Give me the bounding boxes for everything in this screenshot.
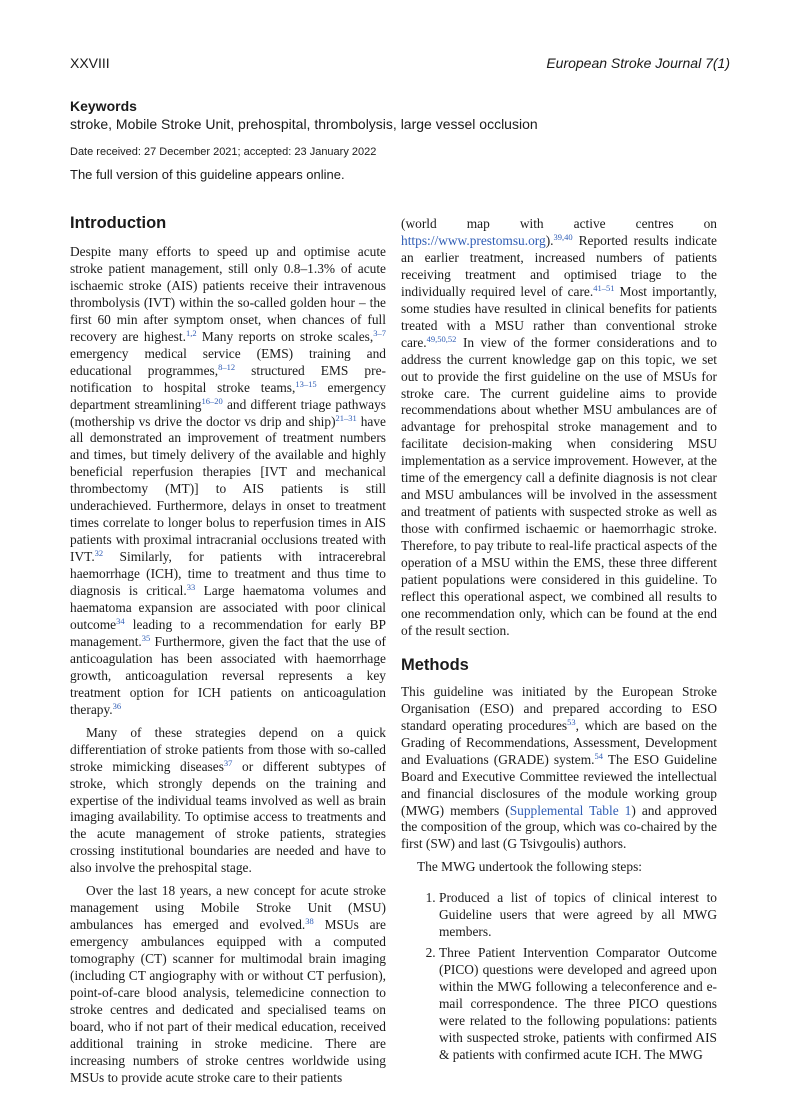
citation[interactable]: 8–12 bbox=[218, 361, 236, 372]
citation[interactable]: 53 bbox=[567, 716, 576, 727]
intro-paragraph-2: Many of these strategies depend on a quick differentiation of stroke patients from those with so-called stroke mimicking diseases$^{37}$ or different subtypes of stroke, which strongly depends on the training and expertise of the individual teams involved as well as brain imaging availability. To optimise access to treatments and the acute management of stroke patients, strategies crossing institutional boundaries are needed and have to also involve the prehospital stage. bbox=[70, 724, 386, 876]
citation[interactable]: 36 bbox=[112, 700, 122, 711]
citation[interactable]: 49,50,52 bbox=[426, 333, 457, 344]
citation[interactable]: 33 bbox=[186, 582, 196, 593]
keywords-heading: Keywords bbox=[70, 98, 137, 114]
list-item: 1. Produced a list of topics of clinical interest to Guideline users that were agreed by all MWG members. bbox=[439, 890, 717, 941]
citation[interactable]: 38 bbox=[305, 916, 314, 927]
citation[interactable]: 16–20 bbox=[201, 395, 223, 406]
citation[interactable]: 21–31 bbox=[335, 412, 357, 423]
steps-list bbox=[401, 890, 717, 1064]
introduction-heading: Introduction bbox=[70, 214, 167, 232]
intro-paragraph-1: Despite many efforts to speed up and optimise acute stroke patient management, still only 0.8–1.3% of acute ischaemic stroke (AIS) patients receive their intravenous thrombolysis (IVT) within the so-called golden hour – the first 60 min after symptom onset, when chances of full recovery are highest.$^{1,2}$ Many reports on stroke scales,$^{3-7}$ emergency medical service (EMS) training and educational programmes,$^{8-12}$ structured EMS pre-notification to hospital stroke teams,$^{13-15}$ emergency department streamlining$^{16-20}$ and different triage pathways (mothership vs drive the doctor vs drip and ship)$^{21-31}$ have all demonstrated an improvement of treatment numbers and times, but timely delivery of the available and highly beneficial reperfusion therapies [IVT and mechanical thrombectomy (MT)] to AIS patients is still underachieved. Furthermore, delays in onset to treatment times correlate to longer bolus to reperfusion times in AIS patients with proximal intracranial occlusions treated with IVT.$^{32}$ Similarly, for patients with intracerebral haemorrhage (ICH), time to treatment and thus time to diagnosis is critical.$^{33}$ Large haematoma volumes and haematoma expansion are associated with poor clinical outcome$^{34}$ leading to a recommendation for early BP management.$^{35}$ Furthermore, given the fact that the use of anticoagulation has been associated with haemorrhage growth, anticoagulation reversal represents a key treatment option for ICH patients on anticoagulation therapy.$^{36}$ bbox=[70, 244, 387, 717]
intro-paragraph-3: Over the last 18 years, a new concept for acute stroke management using Mobile Stroke Unit (MSU) ambulances has emerged and evolved.$^{38}$ MSUs are emergency ambulances equipped with a computed tomography (CT) scanner for multimodal brain imaging (including CT angiography with or without CT perfusion), point-of-care blood analysis, telemedicine connection to stroke centres and dedicated and specialised teams on board, who if not part of their medical education, received additional training in stroke medicine. There are increasing numbers of stroke centres worldwide using MSUs to provide acute stroke care to their patients bbox=[70, 883, 387, 1085]
intro-paragraph-4: (world map with active centres on https://www.prestomsu.org).$^{39,40}$ Reported results indicate an earlier treatment, increased numbers of patients receiving treatment and optimised triage to the individually required level of care.$^{41-51}$ Most importantly, some studies have resulted in clinical benefits for patients treated with a MSU rather than conventional stroke care.$^{49,50,52}$ In view of the former considerations and to address the current knowledge gap on this topic, we set out to provide the first guideline on the use of MSUs for stroke care. The current guideline aims to provide recommendations about whether MSU ambulances are of advantage for prehospital stroke management and to facilitate decision-making when considering MSU implementation as a service improvement. However, at the time of the emergency call a definite diagnosis is not clear and MSU ambulances will be involved in the assessment and treatment of patients with suspected stroke as well as those with confirmed ischaemic or haemorrhagic stroke. Therefore, to pay tribute to real-life practical aspects of the operation of a MSU within the EMS, these three different patient populations were considered in this guideline. To reflect this operational aspect, we combined all results to one recommendation only, which can be found at the end of the result section. bbox=[401, 216, 718, 638]
citation[interactable]: 13–15 bbox=[295, 378, 317, 389]
methods-paragraph-2: The MWG undertook the following steps: bbox=[417, 859, 642, 875]
citation[interactable]: 32 bbox=[94, 548, 104, 559]
page-number: XXVIII bbox=[70, 55, 110, 71]
journal-title: European Stroke Journal 7(1) bbox=[546, 55, 730, 71]
citation[interactable]: 54 bbox=[594, 750, 603, 761]
keywords-text: stroke, Mobile Stroke Unit, prehospital, thrombolysis, large vessel occlusion bbox=[70, 116, 538, 132]
methods-heading: Methods bbox=[401, 655, 469, 674]
citation[interactable]: 3–7 bbox=[373, 327, 386, 338]
left-column bbox=[70, 212, 386, 1093]
dates-line: Date received: 27 December 2021; accepted: 23 January 2022 bbox=[70, 146, 377, 158]
full-version-note: The full version of this guideline appears online. bbox=[70, 167, 345, 182]
prestomsu-link[interactable]: https://www.prestomsu.org bbox=[401, 232, 546, 248]
citation[interactable]: 1,2 bbox=[185, 327, 197, 338]
right-column bbox=[401, 216, 717, 1068]
supplemental-table-link[interactable]: Supplemental Table 1 bbox=[509, 802, 632, 818]
methods-paragraph-1: This guideline was initiated by the European Stroke Organisation (ESO) and prepared according to ESO standard operating procedures$^{53}$, which are based on the Grading of Recommendations, Assessment, Development and Evaluations (GRADE) system.$^{54}$ The ESO Guideline Board and Executive Committee reviewed the intellectual and financial disclosures of the module working group (MWG) members (Supplemental Table 1) and approved the composition of the group, which was co-chaired by the first (SW) and last (G Tsivgoulis) authors. bbox=[401, 683, 717, 852]
citation[interactable]: 37 bbox=[223, 757, 233, 768]
list-item: 2. Three Patient Intervention Comparator Outcome (PICO) questions were developed and agreed upon within the MWG following a teleconference and e-mail correspondence. The three PICO questions were related to the following populations: patients with suspected stroke, patients with confirmed AIS & patients with confirmed acute ICH. The MWG bbox=[439, 945, 717, 1064]
citation[interactable]: 41–51 bbox=[593, 282, 615, 293]
citation[interactable]: 35 bbox=[141, 632, 151, 643]
citation[interactable]: 39,40 bbox=[553, 231, 573, 242]
citation[interactable]: 34 bbox=[116, 615, 125, 626]
